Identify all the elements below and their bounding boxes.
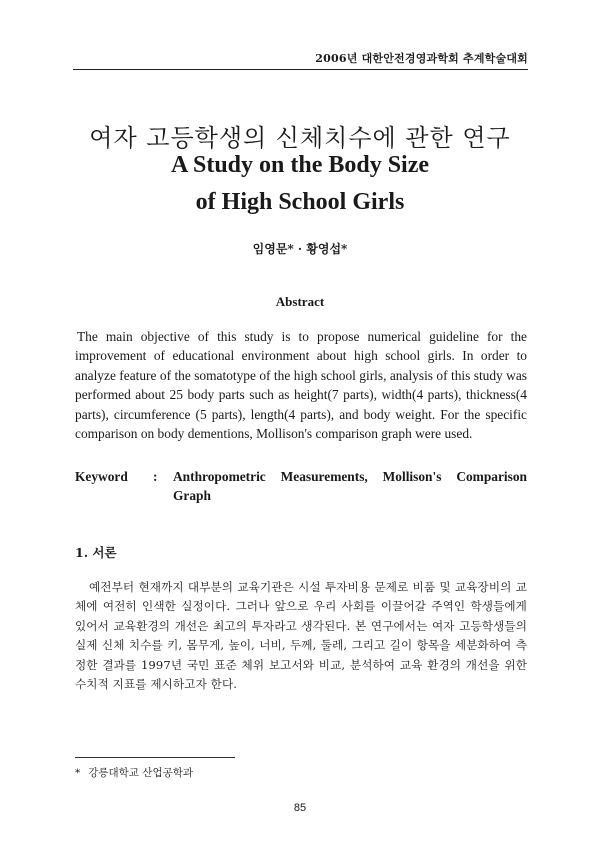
header-rule [73, 69, 528, 70]
footnote-mark: * [75, 767, 81, 779]
conference-header: 2006년 대한안전경영과학회 추계학술대회 [315, 52, 528, 65]
english-title-line1: A Study on the Body Size [170, 152, 430, 178]
keyword-value: Anthropometric Measurements, Mollison's Comparison Graph [173, 469, 527, 504]
korean-title: 여자 고등학생의 신체치수에 관한 연구 [89, 124, 511, 152]
footnote-rule [75, 757, 235, 758]
abstract-paragraph: The main objective of this study is to propose numerical guideline for the improvement of educational environment about high school girls. In order to analyze feature of the somatotype of the high school girls, analysis of this study was performed about 25 body parts such as height(7 parts), width(4 parts), thickness(4 parts), circumference (5 parts), length(4 parts), and body weight. For the specific comparison on body dementions, Mollison's comparison graph were used. [75, 329, 527, 442]
keyword-line [75, 467, 527, 506]
introduction-paragraph: 예전부터 현재까지 대부분의 교육기관은 시설 투자비용 문제로 비품 및 교육장비의 교체에 여전히 인색한 실정이다. 그러나 앞으로 우리 사회를 이끌어갈 주역인 학생들에게 있어서 교육환경의 개선은 최고의 투자라고 생각된다. 본 연구에서는 여자 고등학생들의 실제 신체 치수를 키, 몸무게, 높이, 너비, 두께, 둘레, 그리고 길이 항목을 세분화하여 측정한 결과를 1997년 국민 표준 체위 보고서와 비교, 분석하여 교육 환경의 개선을 위한 수치적 지표를 제시하고자 한다. [75, 580, 527, 692]
keyword-separator: : [153, 469, 158, 484]
section-heading-introduction: 1. 서론 [75, 545, 117, 560]
introduction-body [75, 578, 527, 694]
english-title-line2: of High School Girls [195, 189, 405, 215]
footnote-text: 강릉대학교 산업공학과 [88, 767, 194, 779]
page-number: 85 [293, 802, 307, 814]
abstract-body [75, 327, 527, 443]
authors: 임영문* · 황영섭* [252, 242, 348, 256]
keyword-label: Keyword [75, 469, 128, 484]
abstract-heading: Abstract [275, 294, 325, 309]
footnote [75, 765, 193, 780]
